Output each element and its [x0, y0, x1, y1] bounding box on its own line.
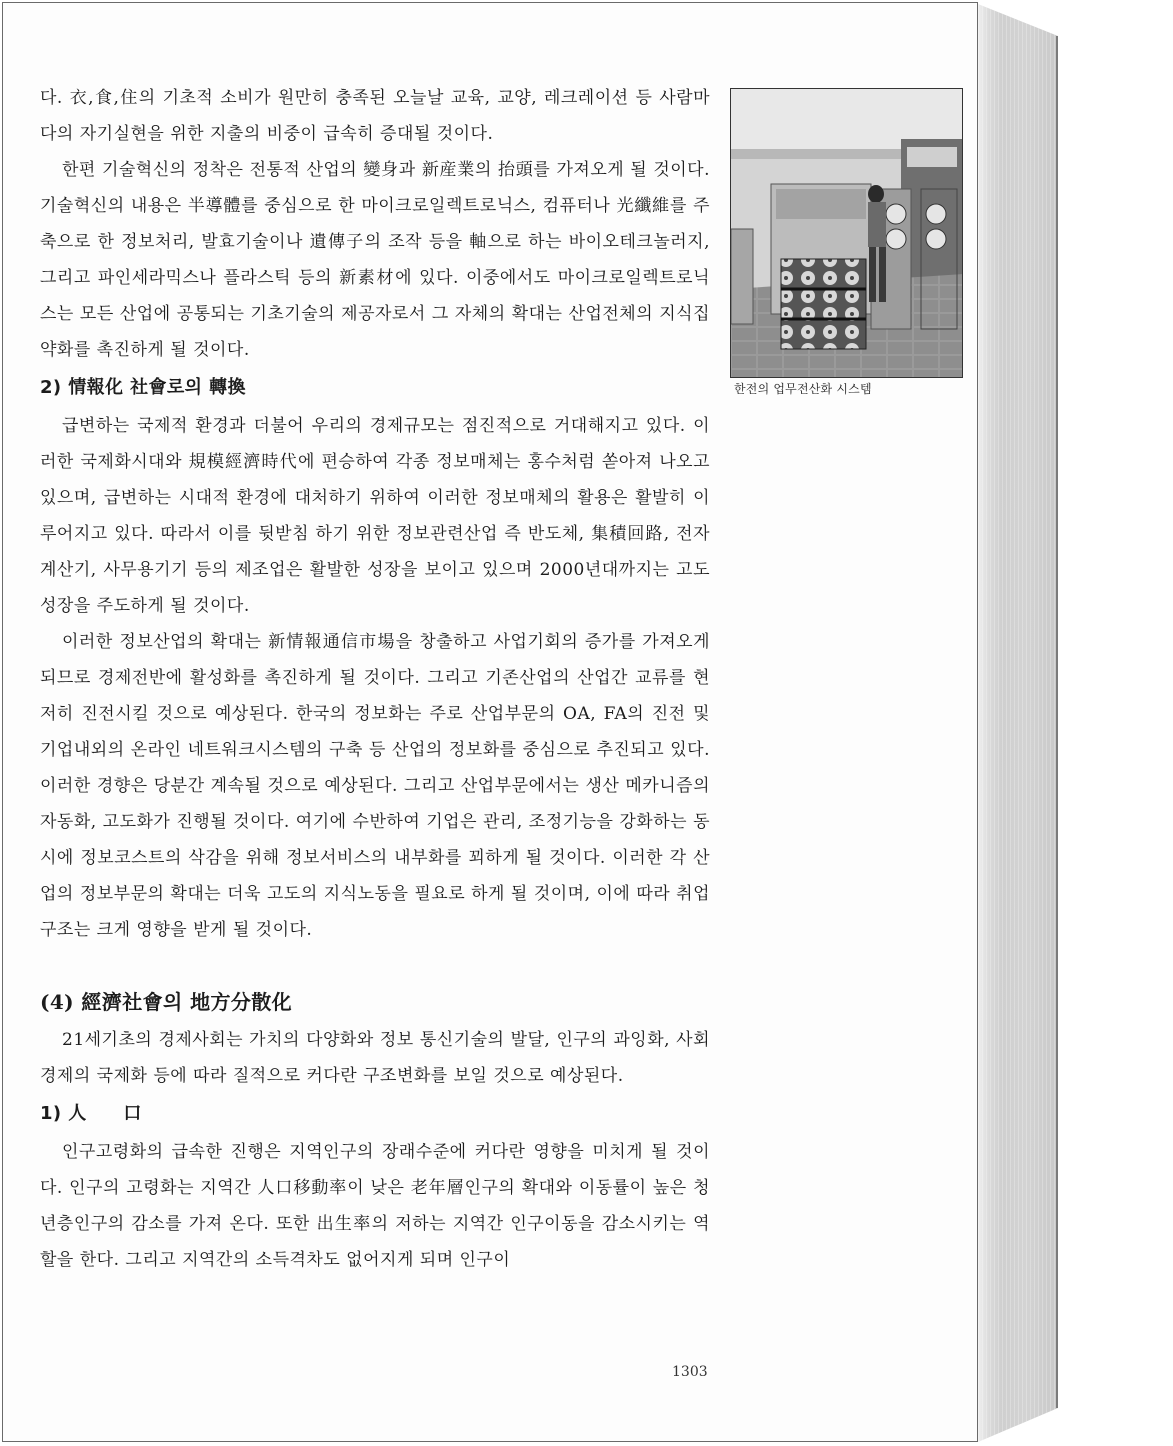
subsection-heading: 2) 情報化 社會로의 轉換 [40, 377, 246, 398]
figure-caption: 한전의 업무전산화 시스템 [734, 382, 872, 396]
paragraph: 이러한 정보산업의 확대는 新情報通信市場을 창출하고 사업기회의 증가를 가져오게 되므로 경제전반에 활성화를 촉진하게 될 것이다. 그리고 기존산업의 산업간 교류를 현저히 진전시킬 것으로 예상된다. 한국의 정보화는 주로 산업부문의 OA, FA의 진전 및 기업내외의 온라인 네트워크시스템의 구축 등 산업의 정보화를 중심으로 추진되고 있다. 이러한 경향은 당분간 계속될 것으로 예상된다. 그리고 산업부문에서는 생산 메카니즘의 자동화, 고도화가 진행될 것이다. 여기에 수반하여 기업은 관리, 조정기능을 강화하는 동시에 정보코스트의 삭감을 위해 정보서비스의 내부화를 꾀하게 될 것이다. 이러한 각 산업의 정보부문의 확대는 더욱 고도의 지식노동을 필요로 하게 될 것이며, 이에 따라 취업구조는 크게 영향을 받게 될 것이다. [40, 632, 710, 940]
subsection-heading: 1) 人 口 [40, 1103, 142, 1124]
paragraph: 급변하는 국제적 환경과 더불어 우리의 경제규모는 점진적으로 거대해지고 있다. 이러한 국제화시대와 規模經濟時代에 편승하여 각종 정보매체는 홍수처럼 쏟아져 나오고 있으며, 급변하는 시대적 환경에 대처하기 위하여 이러한 정보매체의 활용은 활발히 이루어지고 있다. 따라서 이를 뒷받침 하기 위한 정보관련산업 즉 반도체, 集積回路, 전자계산기, 사무용기기 등의 제조업은 활발한 성장을 보이고 있으며 2000년대까지는 고도성장을 주도하게 될 것이다. [40, 416, 710, 616]
computer-room-photo [730, 88, 963, 378]
body-text [40, 80, 710, 1278]
paragraph: 인구고령화의 급속한 진행은 지역인구의 장래수준에 커다란 영향을 미치게 될 것이다. 인구의 고령화는 지역간 人口移動率이 낮은 老年層인구의 확대와 이동률이 높은 청년층인구의 감소를 가져 온다. 또한 出生率의 저하는 지역간 인구이동을 감소시키는 역할을 한다. 그리고 지역간의 소득격차도 없어지게 되며 인구이 [40, 1142, 710, 1270]
paragraph: 다. 衣,食,住의 기초적 소비가 원만히 충족된 오늘날 교육, 교양, 레크레이션 등 사람마다의 자기실현을 위한 지출의 비중이 급속히 증대될 것이다. [40, 88, 710, 144]
section-heading: (4) 經濟社會의 地方分散化 [40, 990, 293, 1014]
page-number: 1303 [672, 1364, 708, 1380]
book-back-edge [1056, 36, 1058, 1408]
paragraph: 한편 기술혁신의 정착은 전통적 산업의 變身과 新産業의 抬頭를 가져오게 될 것이다. 기술혁신의 내용은 半導體를 중심으로 한 마이크로일렉트로닉스, 컴퓨터나 光纖維를 주축으로 한 정보처리, 발효기술이나 遺傳子의 조작 등을 軸으로 하는 바이오테크놀러지, 그리고 파인세라믹스나 플라스틱 등의 新素材에 있다. 이중에서도 마이크로일렉트로닉스는 모든 산업에 공통되는 기초기술의 제공자로서 그 자체의 확대는 산업전체의 지식집약화를 촉진하게 될 것이다. [40, 160, 710, 360]
figure [730, 88, 964, 378]
page-edge-texture [978, 4, 1058, 1442]
paragraph: 21세기초의 경제사회는 가치의 다양화와 정보 통신기술의 발달, 인구의 과잉화, 사회경제의 국제화 등에 따라 질적으로 커다란 구조변화를 보일 것으로 예상된다. [40, 1030, 710, 1086]
